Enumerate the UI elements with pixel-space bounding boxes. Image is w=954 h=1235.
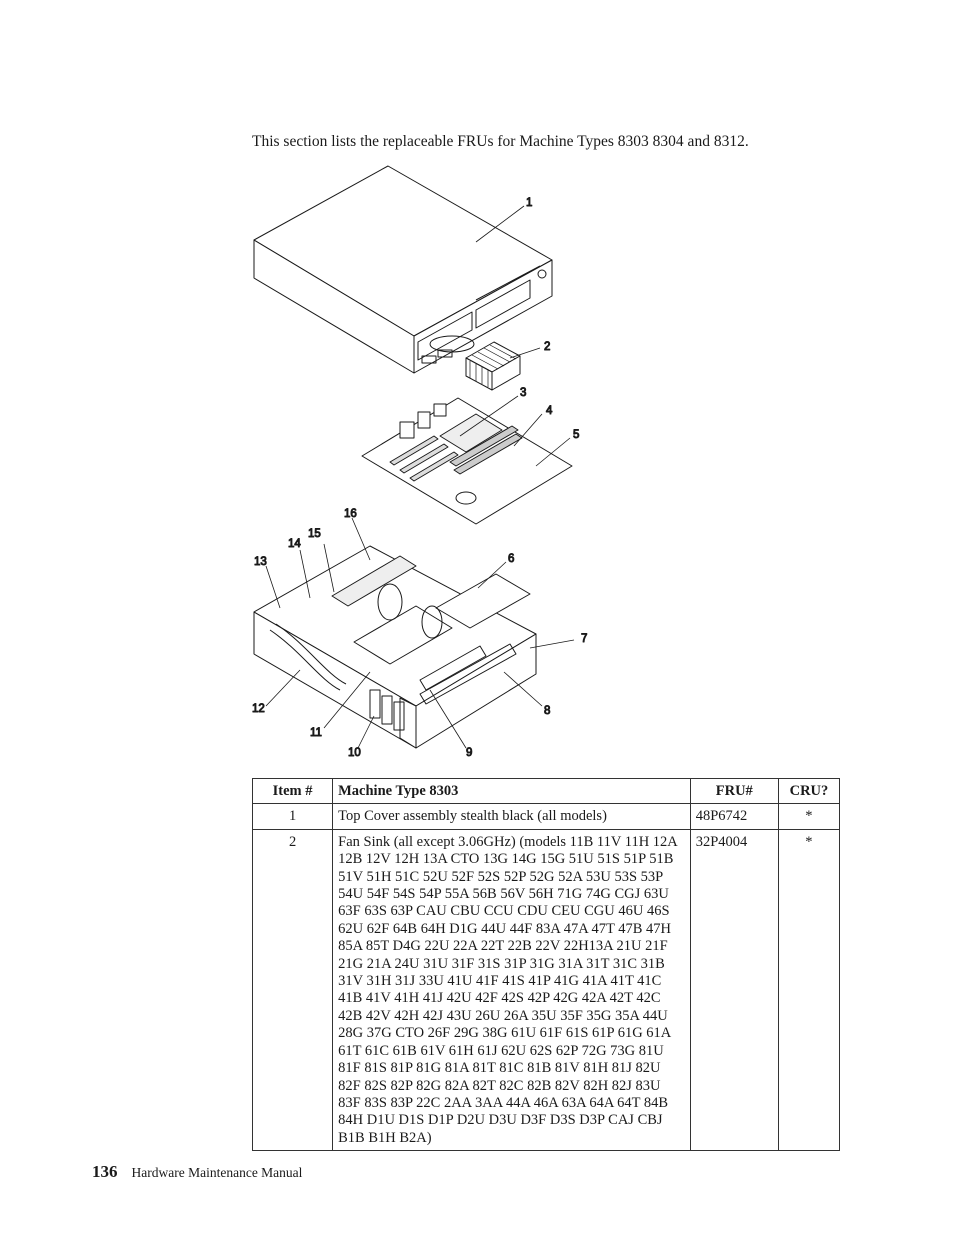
row-description: Fan Sink (all except 3.06GHz) (models 11B 11V 11H 12A 12B 12V 12H 13A CTO 13G 14G 15G 51U 51S 51P 51B 51V 51H 51C 52U 52F 52S 52P 52G 52A 53U 53S 53P 54U 54F 54S 54P 55A 56B 56V 56H 71G 74G CGJ 63U 63F 63S 63P CAU CBU CCU CDU CEU CGU 46U 46S 62U 62F 64B 64H D1G 44U 44F 83A 47A 47T 47B 47H 85A 85T D4G 22U 22A 22T 22B 22V 22H13A 21U 21F 21G 21A 24U 31U 31F 31S 31P 31G 31A 31T 31C 31B 31V 31H 31J 33U 41U 41F 41S 41P 41G 41A 41T 41C 41B 41V 41H 41J 42U 42F 42S 42P 42G 42A 42T 42C 42B 42V 42H 42J 43U 26U 26A 35U 35F 35G 35A 44U 28G 37G CTO 26F 29G 38G 61U 61F 61S 61P 61G 61A 61T 61C 61B 61V 61H 61J 62U 62S 62P 72G 73G 81U 81F 81S 81P 81G 81A 81T 81C 81B 81V 81H 81J 82U 82F 82S 82P 82G 82A 82T 82C 82B 82V 82H 82J 83U 83F 83S 83P 22C 2AA 3AA 44A 46A 63A 64A 64T 84B 84H D1U D1S D1P D2U D3U D3F D3S D3P CAJ CBJ B1B B1H B2A) [333,829,691,1150]
header-fru: FRU# [690,779,778,804]
table-row [253,829,840,1150]
row-cru-flag: * [778,804,839,829]
row-item-number: 2 [253,829,333,1150]
callout-12: 12 [252,703,265,715]
system-board-drawing [362,398,572,524]
callout-10: 10 [348,747,361,759]
callout-8: 8 [544,705,551,717]
exploded-view-illustration [240,160,600,760]
header-cru: CRU? [778,779,839,804]
row-fru-number: 32P4004 [690,829,778,1150]
callout-13: 13 [254,556,267,568]
callout-11: 11 [310,727,322,739]
chassis-drawing [254,546,536,748]
manual-title: Hardware Maintenance Manual [131,1165,303,1180]
callout-3: 3 [520,387,527,399]
callout-7: 7 [581,633,588,645]
callout-9: 9 [466,747,473,759]
page-footer [92,1162,302,1182]
table-header-row [253,779,840,804]
callout-4: 4 [546,405,553,417]
exploded-view-figure [240,160,600,760]
callout-6: 6 [508,553,515,565]
row-fru-number: 48P6742 [690,804,778,829]
row-description: Top Cover assembly stealth black (all models) [333,804,691,829]
callout-1: 1 [526,197,533,209]
top-cover-drawing [254,166,552,373]
callout-5: 5 [573,429,580,441]
fan-sink-drawing [466,342,520,390]
header-machine-type: Machine Type 8303 [333,779,691,804]
intro-text: This section lists the replaceable FRUs for Machine Types 8303 8304 and 8312. [252,133,749,150]
table-row [253,804,840,829]
callout-2: 2 [544,341,551,353]
callout-15: 15 [308,528,321,540]
callout-16: 16 [344,508,357,520]
row-item-number: 1 [253,804,333,829]
fru-table [252,778,840,1151]
callout-14: 14 [288,538,301,550]
page-number: 136 [92,1162,118,1181]
header-item: Item # [253,779,333,804]
row-cru-flag: * [778,829,839,1150]
